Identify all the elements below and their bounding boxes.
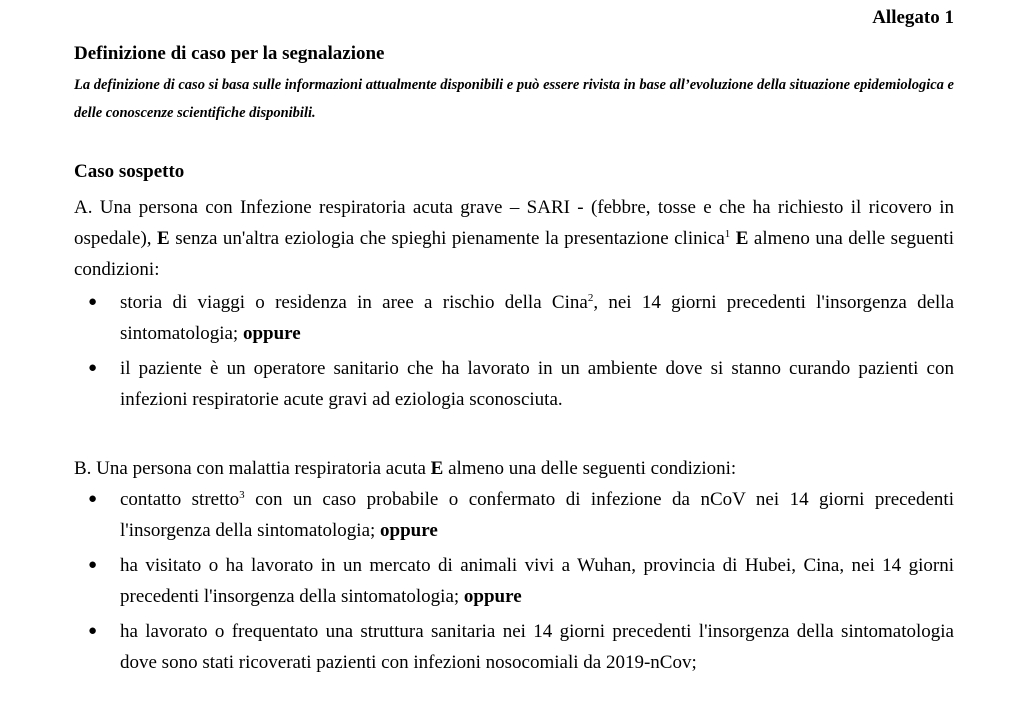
list-item: [74, 353, 954, 415]
list-item-text: ha lavorato o frequentato una struttura sanitaria nei 14 giorni precedenti l'insorgenza della sintomatologia dove sono stati ricoverati pazienti con infezioni nosocomiali da 2019-nCov;: [120, 621, 954, 673]
list-item-text: con un caso probabile o confermato di infezione da nCoV nei 14 giorni precedenti l'insorgenza della sintomatologia;: [120, 489, 954, 541]
list-item-connector: oppure: [380, 520, 438, 541]
document-title: Definizione di caso per la segnalazione: [74, 43, 385, 64]
list-item-text: storia di viaggi o residenza in aree a rischio della Cina: [120, 292, 588, 313]
bullet-list-b: [74, 484, 954, 682]
paragraph-b: [74, 453, 954, 484]
intro-note: La definizione di caso si basa sulle informazioni attualmente disponibili e può essere rivista in base all’evoluzione della situazione epidemiologica e delle conoscenze scientifiche disponibili.: [74, 77, 954, 121]
footnote-ref-3: 3: [239, 489, 245, 501]
footnote-ref-1: 1: [724, 228, 731, 240]
paragraph-a: [74, 192, 954, 285]
list-item-connector: oppure: [463, 586, 522, 607]
list-item-connector: oppure: [242, 323, 301, 344]
list-item-text: ha visitato o ha lavorato in un mercato di animali vivi a Wuhan, provincia di Hubei, Cina, nei 14 giorni precedenti l'insorgenza della sintomatologia;: [120, 555, 954, 607]
paragraph-a-text-3: almeno una delle seguenti condizioni:: [74, 228, 954, 280]
bullet-icon: ●: [88, 557, 98, 573]
paragraph-b-text-1: B. Una persona con malattia respiratoria acuta: [74, 458, 431, 479]
attachment-label: Allegato 1: [872, 7, 954, 28]
bullet-icon: ●: [88, 360, 98, 376]
section-heading: Caso sospetto: [74, 161, 185, 182]
paragraph-b-text-2: almeno una delle seguenti condizioni:: [443, 458, 737, 479]
list-item-text: il paziente è un operatore sanitario che ha lavorato in un ambiente dove si stanno curando pazienti con infezioni respiratorie acute gravi ad eziologia sconosciuta.: [120, 358, 954, 410]
paragraph-a-e-2: E: [735, 228, 749, 249]
bullet-icon: ●: [88, 294, 98, 310]
bullet-icon: ●: [88, 491, 98, 507]
list-item: [74, 550, 954, 612]
bullet-icon: ●: [88, 623, 98, 639]
list-item: [74, 287, 954, 349]
footnote-ref-2: 2: [587, 292, 594, 304]
paragraph-b-e-1: E: [430, 458, 444, 479]
document-page: [74, 0, 954, 707]
list-item: [74, 616, 954, 678]
list-item-text: , nei 14 giorni precedenti l'insorgenza della sintomatologia;: [120, 292, 954, 344]
list-item: [74, 484, 954, 546]
list-item-text: contatto stretto: [120, 489, 240, 510]
bullet-list-a: [74, 287, 954, 419]
paragraph-a-e-1: E: [157, 228, 170, 249]
paragraph-a-text-2: senza un'altra eziologia che spieghi pienamente la presentazione clinica: [169, 228, 725, 249]
paragraph-a-text-1: A. Una persona con Infezione respiratoria acuta grave – SARI - (febbre, tosse e che ha richiesto il ricovero in ospedale),: [74, 197, 954, 249]
